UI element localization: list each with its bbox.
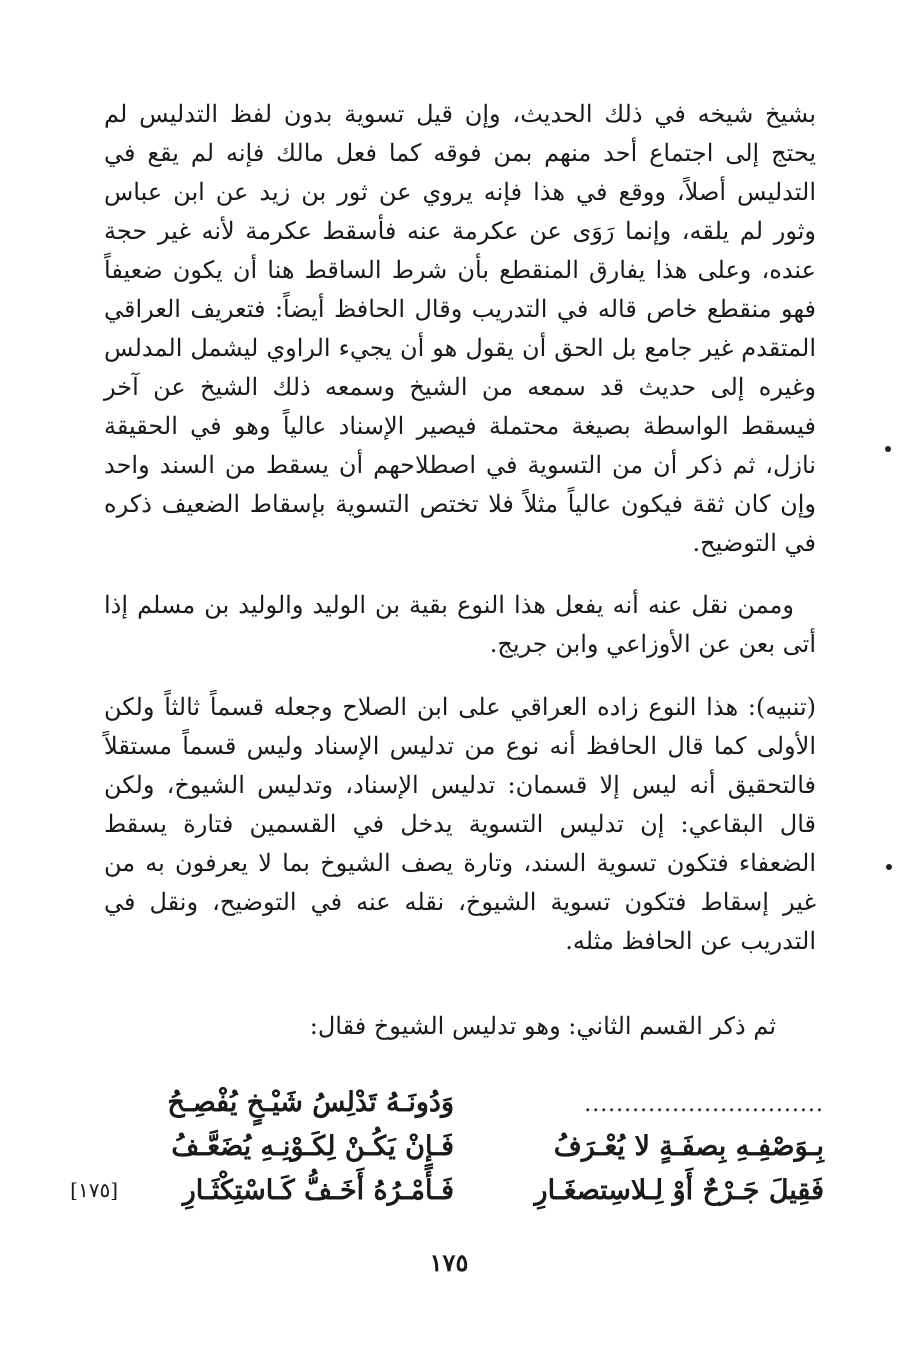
verse-line-2 <box>34 1124 824 1168</box>
paragraph-3-note: (تنبيه): هذا النوع زاده العراقي على ابن الصلاح وجعله قسماً ثالثاً ولكن الأولى كما قال الحافظ أنه نوع من تدليس الإسناد وليس قسماً مستقلاً فالتحقيق أنه ليس إلا قسمان: تدليس الإسناد، وتدليس الشيوخ، ولكن قال البقاعي: إن تدليس التسوية يدخل في القسمين فتارة يسقط الضعفاء فتكون تسوية السند، وتارة يصف الشيوخ بما لا يعرفون به من غير إسقاط فتكون تسوية الشيوخ، نقله عنه في التوضيح، ونقل في التدريب عن الحافظ مثله. <box>104 693 817 955</box>
verse-line-3 <box>34 1168 824 1212</box>
verse-line-1 <box>34 1080 824 1124</box>
paragraph-1: بشيخ شيخه في ذلك الحديث، وإن قيل تسوية بدون لفظ التدليس لم يحتج إلى اجتماع أحد منهم بمن فوقه كما فعل مالك فإنه لم يقع في التدليس أصلاً، ووقع في هذا فإنه يروي عن ثور بن زيد عن ابن عباس وثور لم يلقه، وإنما رَوَى عن عكرمة عنه فأسقط عكرمة لأنه غير حجة عنده، وعلى هذا يفارق المنقطع بأن شرط الساقط هنا أن يكون ضعيفاً فهو منقطع خاص قاله في التدريب وقال الحافظ أيضاً: فتعريف العراقي المتقدم غير جامع بل الحق أن يقول هو أن يجيء الراوي ليشمل المدلس وغيره إلى حديث قد سمعه من الشيخ وسمعه ذلك الشيخ عن آخر فيسقط الواسطة بصيغة محتملة فيصير الإسناد عالياً وهو في الحقيقة نازل، ثم ذكر أن من التسوية في اصطلاحهم أن يسقط من السند واحد وإن كان ثقة فيكون عالياً مثلاً فلا تختص التسوية بإسقاط الضعيف ذكره في التوضيح. <box>104 100 816 557</box>
margin-dot-mark <box>885 446 891 452</box>
verse-block <box>34 1080 824 1212</box>
verse-number: [١٧٥] <box>70 1178 118 1202</box>
margin-dot-mark <box>886 864 892 870</box>
verse-2-first-hemistich: بِـوَصْفِـهِ بِصفَـةٍ لا يُعْـرَفُ <box>553 1130 824 1162</box>
verse-3-first-hemistich: فَقِيلَ جَـرْحٌ أَوْ لِـلاسِتصغَـارِ <box>534 1174 824 1206</box>
verse-2-second-hemistich: فَـإِنْ يَكُـنْ لِكَـوْنِـهِ يُضَعَّـفُ <box>171 1130 454 1162</box>
page-number: ١٧٥ <box>429 1248 469 1277</box>
verse-1-second-hemistich: وَدُونَـهُ تَدْلِسُ شَيْـخٍ يُفْصِـحُ <box>167 1086 454 1118</box>
verse-3-second-hemistich: فَـأَمْـرُهُ أَخَـفُّ كَـاسْتِكْثَـارِ <box>182 1174 454 1206</box>
paragraph-4-intro: ثم ذكر القسم الثاني: وهو تدليس الشيوخ فقال: <box>309 1012 776 1040</box>
verse-1-first-hemistich <box>494 1087 824 1118</box>
paragraph-2: وممن نقل عنه أنه يفعل هذا النوع بقية بن الوليد والوليد بن مسلم إذا أتى بعن عن الأوزاعي وابن جريج. <box>104 591 816 658</box>
verse-ellipsis-dots: .............................. <box>584 1091 824 1117</box>
